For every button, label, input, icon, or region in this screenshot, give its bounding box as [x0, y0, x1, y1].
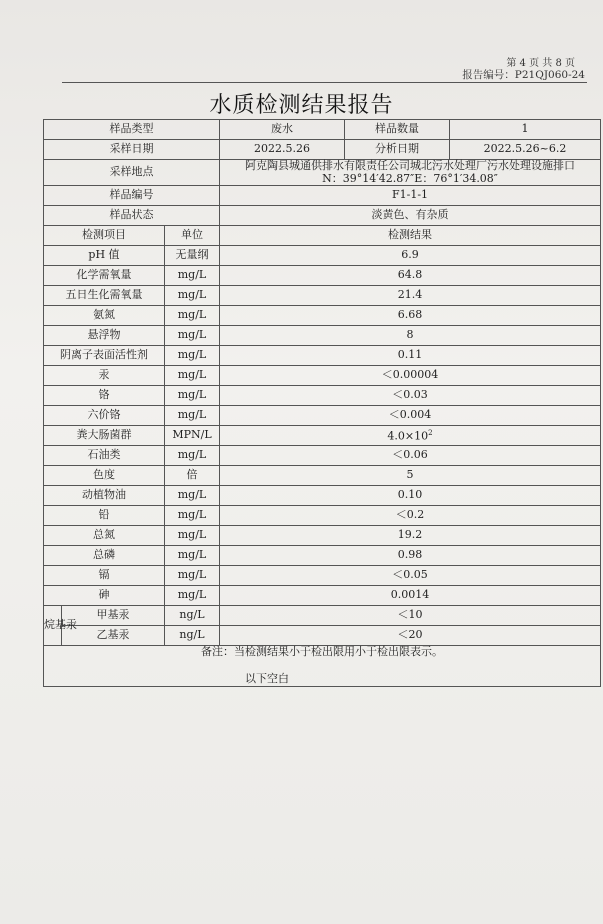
item-result — [220, 446, 601, 466]
item-result — [220, 306, 601, 326]
result-value: ＜0.00004 — [381, 368, 439, 382]
item-name: 色度 — [44, 466, 165, 486]
item-unit: MPN/L — [165, 426, 220, 446]
alkyl-mercury-group: 烷基汞 — [44, 606, 62, 646]
note-row — [44, 646, 601, 686]
result-value: ＜0.06 — [392, 448, 428, 462]
item-unit: ng/L — [165, 606, 220, 626]
item-result — [220, 426, 601, 446]
table-row — [44, 346, 601, 366]
analysis-date-label: 分析日期 — [345, 140, 450, 160]
item-name: 氨氮 — [44, 306, 165, 326]
result-exponent: 2 — [428, 428, 433, 437]
item-name: 铅 — [44, 506, 165, 526]
item-unit: mg/L — [165, 286, 220, 306]
item-name: 汞 — [44, 366, 165, 386]
item-result — [220, 246, 601, 266]
sampling-date-label: 采样日期 — [44, 140, 220, 160]
water-quality-table — [43, 119, 601, 687]
result-value: ＜0.05 — [392, 568, 428, 582]
item-result — [220, 326, 601, 346]
table-row — [44, 426, 601, 446]
result-value: 5 — [406, 468, 414, 482]
item-unit: mg/L — [165, 306, 220, 326]
item-name: 砷 — [44, 586, 165, 606]
item-name: 动植物油 — [44, 486, 165, 506]
item-result — [220, 286, 601, 306]
table-row — [44, 406, 601, 426]
item-name: 总磷 — [44, 546, 165, 566]
note-cell — [44, 646, 601, 686]
result-value: 0.0014 — [390, 588, 430, 602]
item-unit: ng/L — [165, 626, 220, 646]
item-result — [220, 566, 601, 586]
item-name: 甲基汞 — [62, 606, 165, 626]
table-row — [44, 546, 601, 566]
header-item: 检测项目 — [44, 226, 165, 246]
item-result — [220, 486, 601, 506]
header-unit: 单位 — [165, 226, 220, 246]
item-result: ＜20 — [220, 626, 601, 646]
row-sample-state — [44, 206, 601, 226]
analysis-date-value: 2022.5.26~6.2 — [450, 140, 601, 160]
item-unit: mg/L — [165, 386, 220, 406]
result-value: 0.10 — [397, 488, 423, 502]
result-value: 8 — [406, 328, 414, 342]
sample-type-label: 样品类型 — [44, 120, 220, 140]
item-unit: mg/L — [165, 506, 220, 526]
location-label: 采样地点 — [44, 160, 220, 186]
item-result — [220, 586, 601, 606]
sampling-date-value: 2022.5.26 — [220, 140, 345, 160]
result-value: 19.2 — [397, 528, 423, 542]
table-row — [44, 626, 601, 646]
item-name: 悬浮物 — [44, 326, 165, 346]
location-coordinates: N：39°14′42.87″E：76°1′34.08″ — [322, 171, 498, 185]
item-result — [220, 526, 601, 546]
table-row — [44, 286, 601, 306]
table-row — [44, 466, 601, 486]
sample-state-value: 淡黄色、有杂质 — [220, 206, 601, 226]
item-unit: mg/L — [165, 446, 220, 466]
item-name: 石油类 — [44, 446, 165, 466]
table-row — [44, 566, 601, 586]
table-row — [44, 486, 601, 506]
item-name: 六价铬 — [44, 406, 165, 426]
item-result — [220, 406, 601, 426]
item-result — [220, 546, 601, 566]
note-text: 备注：当检测结果小于检出限用小于检出限表示。 — [201, 645, 443, 659]
item-result — [220, 506, 601, 526]
table-row — [44, 366, 601, 386]
table-row — [44, 606, 601, 626]
item-name: 阴离子表面活性剂 — [44, 346, 165, 366]
item-unit: mg/L — [165, 266, 220, 286]
item-result — [220, 466, 601, 486]
result-value: ＜0.004 — [388, 408, 432, 422]
row-dates — [44, 140, 601, 160]
item-unit: mg/L — [165, 326, 220, 346]
location-name: 阿克陶县城通供排水有限责任公司城北污水处理厂污水处理设施排口 — [245, 159, 575, 172]
result-value: 6.68 — [397, 308, 423, 322]
row-sample-code — [44, 186, 601, 206]
item-unit: mg/L — [165, 346, 220, 366]
item-result — [220, 346, 601, 366]
item-name: 铬 — [44, 386, 165, 406]
item-name: 乙基汞 — [62, 626, 165, 646]
item-unit: mg/L — [165, 366, 220, 386]
item-name: 五日生化需氧量 — [44, 286, 165, 306]
page-title: 水质检测结果报告 — [209, 93, 394, 118]
results-header-row — [44, 226, 601, 246]
item-name: 粪大肠菌群 — [44, 426, 165, 446]
sample-state-label: 样品状态 — [44, 206, 220, 226]
sample-code-value: F1-1-1 — [220, 186, 601, 206]
table-row — [44, 586, 601, 606]
result-value: 4.0×10 — [387, 429, 429, 443]
item-unit: mg/L — [165, 566, 220, 586]
row-sample-type — [44, 120, 601, 140]
item-unit: mg/L — [165, 406, 220, 426]
item-unit: 倍 — [165, 466, 220, 486]
table-row — [44, 306, 601, 326]
result-value: 0.11 — [397, 348, 423, 362]
sample-count-value: 1 — [450, 120, 601, 140]
sample-type-value: 废水 — [220, 120, 345, 140]
item-name: 总氮 — [44, 526, 165, 546]
sample-code-label: 样品编号 — [44, 186, 220, 206]
item-unit: mg/L — [165, 486, 220, 506]
result-value: ＜0.03 — [392, 388, 428, 402]
table-row — [44, 446, 601, 466]
header-divider — [62, 82, 587, 83]
header-result: 检测结果 — [220, 226, 601, 246]
item-result — [220, 386, 601, 406]
item-unit: mg/L — [165, 586, 220, 606]
table-row — [44, 386, 601, 406]
item-result — [220, 366, 601, 386]
blank-below-text: 以下空白 — [245, 671, 289, 685]
item-unit: mg/L — [165, 526, 220, 546]
item-name: 化学需氧量 — [44, 266, 165, 286]
item-result: ＜10 — [220, 606, 601, 626]
report-number: 报告编号：P21QJ060-24 — [462, 69, 585, 81]
item-unit: mg/L — [165, 546, 220, 566]
result-value: 0.98 — [397, 548, 423, 562]
item-unit: 无量纲 — [165, 246, 220, 266]
result-value: ＜0.2 — [395, 508, 425, 522]
page-number: 第 4 页 共 8 页 — [506, 58, 575, 69]
location-value — [220, 160, 601, 186]
table-row — [44, 246, 601, 266]
result-value: 6.9 — [401, 248, 419, 262]
item-name: pH 值 — [44, 246, 165, 266]
table-row — [44, 526, 601, 546]
result-value: 21.4 — [397, 288, 423, 302]
sample-count-label: 样品数量 — [345, 120, 450, 140]
result-value: 64.8 — [397, 268, 423, 282]
table-row — [44, 326, 601, 346]
table-row — [44, 266, 601, 286]
table-row — [44, 506, 601, 526]
item-result — [220, 266, 601, 286]
item-name: 镉 — [44, 566, 165, 586]
row-location — [44, 160, 601, 186]
